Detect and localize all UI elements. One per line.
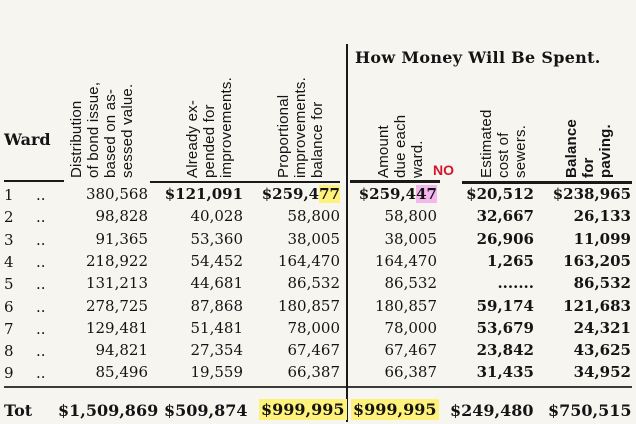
cell-proportional: 67,467 bbox=[287, 341, 340, 360]
ward-dots: .. bbox=[36, 275, 46, 294]
ward-dots: .. bbox=[36, 208, 46, 227]
header-rule-right2 bbox=[462, 181, 632, 184]
cell-sewers: 32,667 bbox=[476, 207, 534, 226]
ward-number: 6 bbox=[4, 297, 14, 316]
ward-number: 8 bbox=[4, 342, 14, 361]
cell-proportional: $259,477 bbox=[261, 185, 340, 203]
cell-distribution: 85,496 bbox=[95, 363, 148, 382]
cell-amount-due: 164,470 bbox=[374, 251, 437, 270]
cell-expended: 40,028 bbox=[190, 207, 243, 226]
cell-paving: 86,532 bbox=[573, 274, 631, 293]
totals-rule bbox=[4, 386, 632, 388]
section-title: How Money Will Be Spent. bbox=[355, 48, 601, 67]
cell-sewers: 23,842 bbox=[476, 341, 534, 360]
cell-distribution: 278,725 bbox=[85, 296, 148, 315]
ward-column-label: Ward bbox=[4, 130, 51, 149]
header-rule-right bbox=[350, 180, 440, 183]
cell-proportional: 78,000 bbox=[287, 318, 340, 337]
cell-expended: 53,360 bbox=[190, 229, 243, 248]
cell-amount-due: $259,447 bbox=[358, 185, 437, 203]
ward-dots: .. bbox=[36, 319, 46, 338]
totals-expended: $509,874 bbox=[164, 401, 248, 420]
cell-paving: 163,205 bbox=[563, 251, 631, 270]
cell-amount-due: 180,857 bbox=[374, 296, 437, 315]
cell-paving: 26,133 bbox=[573, 207, 631, 226]
cell-proportional: 86,532 bbox=[287, 274, 340, 293]
cell-expended: 19,559 bbox=[190, 363, 243, 382]
cell-expended: 87,868 bbox=[190, 296, 243, 315]
ward-dots: .. bbox=[36, 342, 46, 361]
totals-distribution: $1,509,869 bbox=[58, 401, 159, 420]
ward-dots: .. bbox=[36, 230, 46, 249]
cell-paving: 24,321 bbox=[573, 318, 631, 337]
cell-paving: 43,625 bbox=[573, 341, 631, 360]
cell-sewers: 26,906 bbox=[476, 229, 534, 248]
totals-paving: $750,515 bbox=[548, 401, 632, 420]
header-expended: Already ex- pended for improvements. bbox=[184, 77, 235, 178]
header-sewers: Estimated cost of sewers. bbox=[478, 109, 529, 178]
header-paving: Balance for paving. bbox=[563, 119, 614, 178]
totals-amount-due: $999,995 bbox=[353, 400, 437, 419]
ward-dots: .. bbox=[36, 252, 46, 271]
cell-sewers: $20,512 bbox=[466, 185, 534, 203]
cell-distribution: 380,568 bbox=[85, 185, 148, 203]
cell-expended: 54,452 bbox=[190, 251, 243, 270]
cell-expended: 51,481 bbox=[190, 318, 243, 337]
vertical-divider bbox=[346, 44, 348, 422]
cell-expended: 44,681 bbox=[190, 274, 243, 293]
cell-distribution: 131,213 bbox=[85, 274, 148, 293]
ward-dots: .. bbox=[36, 297, 46, 316]
cell-distribution: 129,481 bbox=[85, 318, 148, 337]
cell-paving: 11,099 bbox=[573, 229, 631, 248]
cell-proportional: 180,857 bbox=[277, 296, 340, 315]
header-rule-left bbox=[4, 180, 64, 182]
cell-sewers: ....... bbox=[497, 274, 534, 293]
ward-number: 4 bbox=[4, 252, 14, 271]
cell-proportional: 58,800 bbox=[287, 207, 340, 226]
cell-distribution: 218,922 bbox=[85, 251, 148, 270]
cell-proportional: 38,005 bbox=[287, 229, 340, 248]
no-annotation: NO bbox=[433, 162, 454, 178]
cell-sewers: 1,265 bbox=[487, 251, 534, 270]
totals-proportional: $999,995 bbox=[261, 400, 345, 419]
cell-amount-due: 67,467 bbox=[384, 341, 437, 360]
cell-expended: $121,091 bbox=[164, 185, 243, 203]
cell-proportional: 66,387 bbox=[287, 363, 340, 382]
ward-dots: .. bbox=[36, 364, 46, 383]
ward-number: 5 bbox=[4, 275, 14, 294]
header-proportional: Proportional improvements. balance for bbox=[275, 77, 326, 178]
cell-expended: 27,354 bbox=[190, 341, 243, 360]
cell-amount-due: 38,005 bbox=[384, 229, 437, 248]
totals-label: Tot bbox=[4, 401, 33, 420]
cell-sewers: 53,679 bbox=[476, 318, 534, 337]
cell-amount-due: 78,000 bbox=[384, 318, 437, 337]
cell-paving: 121,683 bbox=[563, 296, 631, 315]
header-distribution: Distribution of bond issue, based on as- sessed value. bbox=[68, 81, 136, 178]
cell-sewers: 31,435 bbox=[476, 363, 534, 382]
cell-amount-due: 86,532 bbox=[384, 274, 437, 293]
ward-number: 1 bbox=[4, 186, 14, 204]
header-amount-due: Amount due each ward. bbox=[375, 114, 426, 178]
cell-distribution: 94,821 bbox=[95, 341, 148, 360]
cell-distribution: 91,365 bbox=[95, 229, 148, 248]
cell-paving: 34,952 bbox=[573, 363, 631, 382]
ward-dots: .. bbox=[36, 186, 46, 204]
cell-amount-due: 58,800 bbox=[384, 207, 437, 226]
cell-amount-due: 66,387 bbox=[384, 363, 437, 382]
cell-sewers: 59,174 bbox=[476, 296, 534, 315]
header-rule bbox=[150, 181, 340, 183]
cell-paving: $238,965 bbox=[552, 185, 631, 203]
totals-sewers: $249,480 bbox=[450, 401, 534, 420]
ward-number: 2 bbox=[4, 208, 14, 227]
ward-number: 7 bbox=[4, 319, 14, 338]
ward-number: 9 bbox=[4, 364, 14, 383]
cell-proportional: 164,470 bbox=[277, 251, 340, 270]
cell-distribution: 98,828 bbox=[95, 207, 148, 226]
ward-number: 3 bbox=[4, 230, 14, 249]
